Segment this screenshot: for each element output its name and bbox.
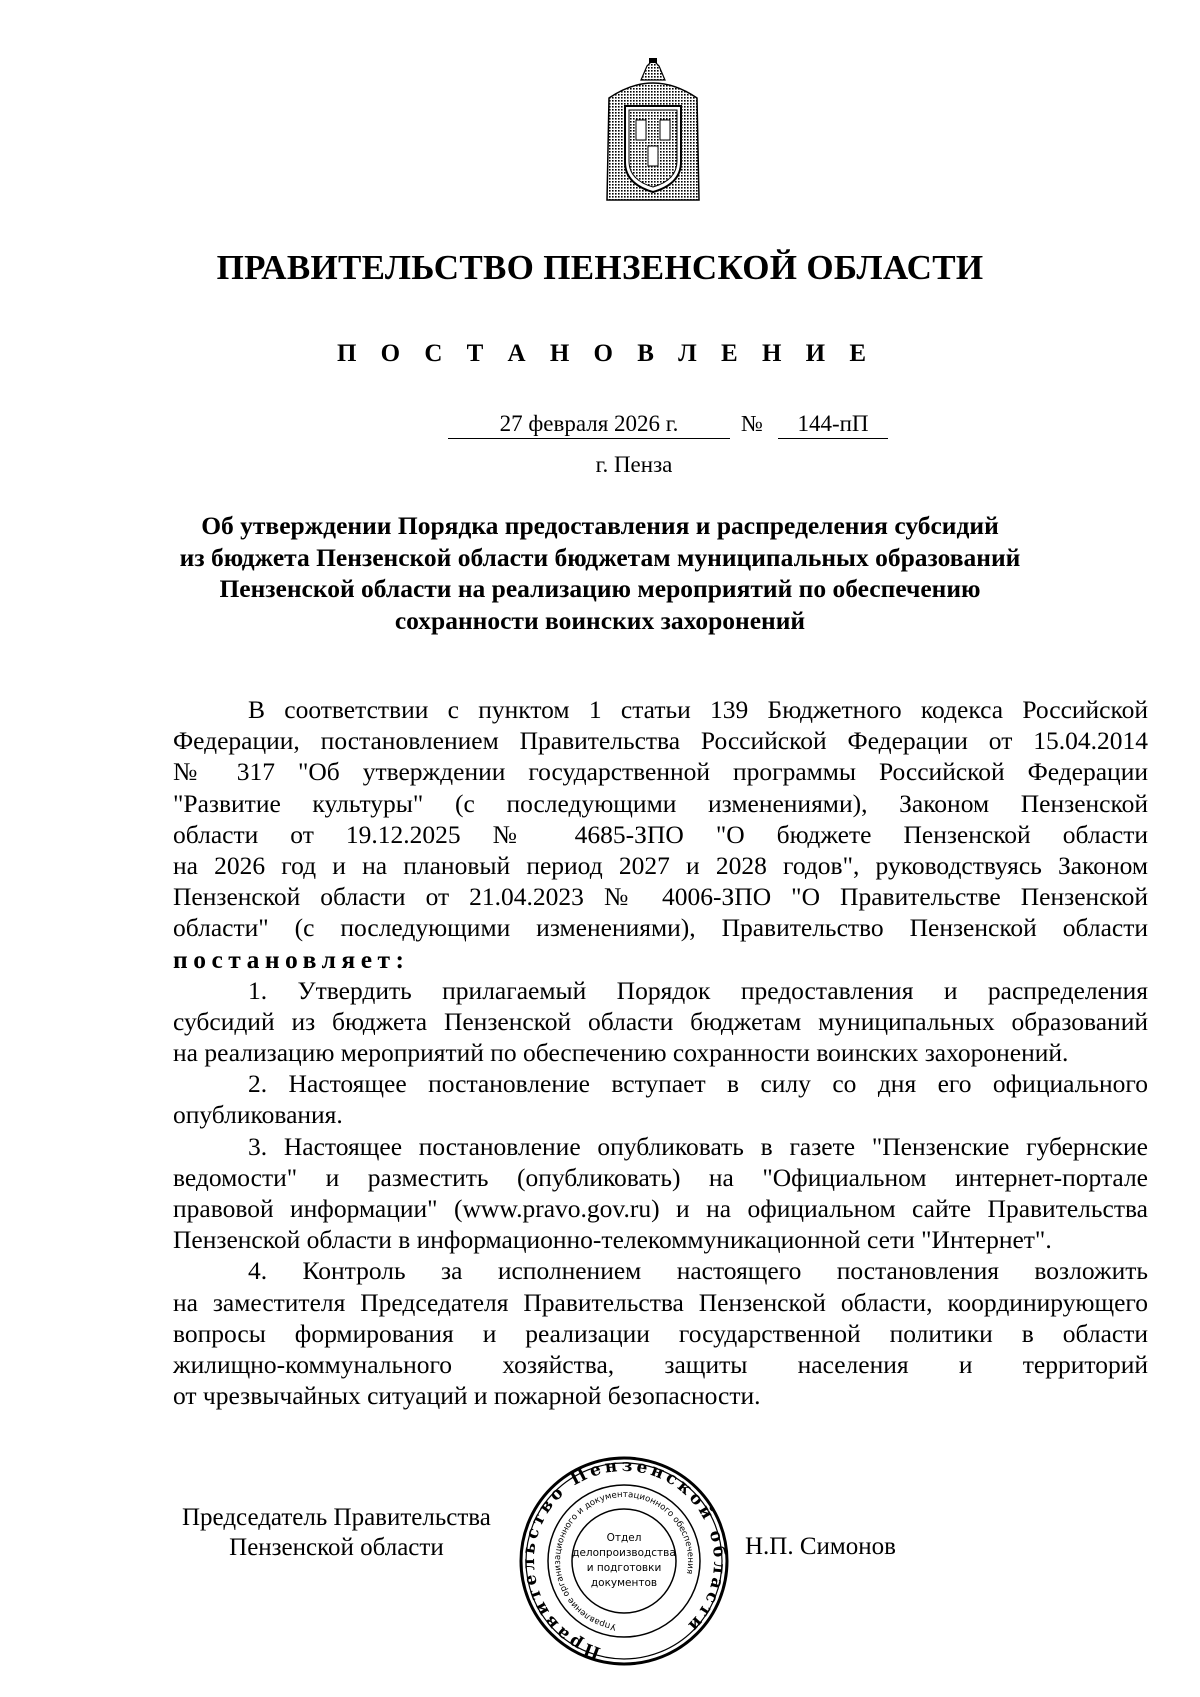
- preamble-line: Пензенской области от 21.04.2023 № 4006-ЗПО "О Правительстве Пензенской: [173, 882, 1148, 912]
- preamble-line: области от 19.12.2025 № 4685-ЗПО "О бюджете Пензенской области: [173, 819, 1148, 849]
- title-line: Об утверждении Порядка предоставления и распределения субсидий: [201, 511, 999, 540]
- preamble-line: В соответствии с пунктом 1 статьи 139 Бюджетного кодекса Российской: [248, 695, 1148, 724]
- title-line: Пензенской области на реализацию мероприятий по обеспечению: [219, 574, 981, 603]
- title-line: из бюджета Пензенской области бюджетам муниципальных образований: [179, 542, 1021, 572]
- signatory-title-line: Пензенской области: [229, 1534, 444, 1561]
- seal-inner-line: документов: [590, 1577, 658, 1589]
- item-4-line: жилищно-коммунального хозяйства, защиты населения и территорий: [173, 1349, 1148, 1379]
- item-4-line: 4. Контроль за исполнением настоящего постановления возложить: [248, 1256, 1148, 1286]
- document-number: 144-пП: [778, 410, 888, 439]
- item-1-line: субсидий из бюджета Пензенской области бюджетам муниципальных образований: [173, 1006, 1148, 1036]
- seal-inner-line: Отдел: [606, 1532, 642, 1544]
- item-1-line: на реализацию мероприятий по обеспечению сохранности воинских захоронений.: [173, 1038, 1069, 1068]
- signatory-title-line: Председатель Правительства: [182, 1504, 491, 1531]
- document-type: П О С Т А Н О В Л Е Н И Е: [336, 340, 876, 367]
- item-2-line: 2. Настоящее постановление вступает в силу со дня его официального: [248, 1069, 1148, 1099]
- number-sign: №: [741, 411, 763, 436]
- seal-inner-line: делопроизводства: [572, 1547, 676, 1559]
- item-3-line: Пензенской области в информационно-телекоммуникационной сети "Интернет".: [173, 1225, 1052, 1255]
- signatory-title: [182, 1503, 491, 1563]
- date-number-line: [448, 410, 888, 444]
- item-1-line: 1. Утвердить прилагаемый Порядок предоставления и распределения: [248, 975, 1148, 1005]
- official-seal-icon: [518, 1455, 730, 1670]
- preamble-line: на 2026 год и на плановый период 2027 и 2028 годов", руководствуясь Законом: [173, 850, 1148, 880]
- title-line: сохранности воинских захоронений: [394, 605, 806, 635]
- city-name: г. Пенза: [595, 452, 673, 477]
- item-3-line: ведомости" и разместить (опубликовать) на "Официальном интернет-портале: [173, 1162, 1148, 1192]
- seal-outer-text: Правительство Пензенской области: [518, 1455, 730, 1663]
- coat-of-arms-icon: [603, 58, 703, 208]
- preamble-line: области" (с последующими изменениями), Правительство Пензенской области: [173, 913, 1148, 943]
- seal-middle-text: Управление организационного и документационного обеспечения: [553, 1489, 696, 1632]
- organization-name: ПРАВИТЕЛЬСТВО ПЕНЗЕНСКОЙ ОБЛАСТИ: [216, 248, 984, 287]
- preamble-line: "Развитие культуры" (с последующими изменениями), Законом Пензенской: [173, 788, 1148, 818]
- preamble-line: № 317 "Об утверждении государственной программы Российской Федерации: [173, 757, 1148, 787]
- item-4-line: от чрезвычайных ситуаций и пожарной безопасности.: [173, 1381, 761, 1411]
- seal-inner-line: и подготовки: [586, 1562, 662, 1574]
- document-date: 27 февраля 2026 г.: [448, 410, 730, 439]
- item-4-line: на заместителя Председателя Правительства Пензенской области, координирующего: [173, 1287, 1148, 1317]
- item-3-line: правовой информации" (www.pravo.gov.ru) и на официальном сайте Правительства: [173, 1194, 1148, 1223]
- document-title: [170, 510, 1030, 636]
- item-3-line: 3. Настоящее постановление опубликовать в газете "Пензенские губернские: [248, 1131, 1148, 1161]
- item-2-line: опубликования.: [173, 1100, 343, 1130]
- item-4-line: вопросы формирования и реализации государственной политики в области: [173, 1318, 1148, 1348]
- document-body: [173, 694, 1148, 1411]
- signatory-name: Н.П. Симонов: [745, 1533, 896, 1560]
- preamble-line: Федерации, постановлением Правительства Российской Федерации от 15.04.2014: [173, 726, 1148, 756]
- resolves-word: постановляет:: [173, 944, 410, 974]
